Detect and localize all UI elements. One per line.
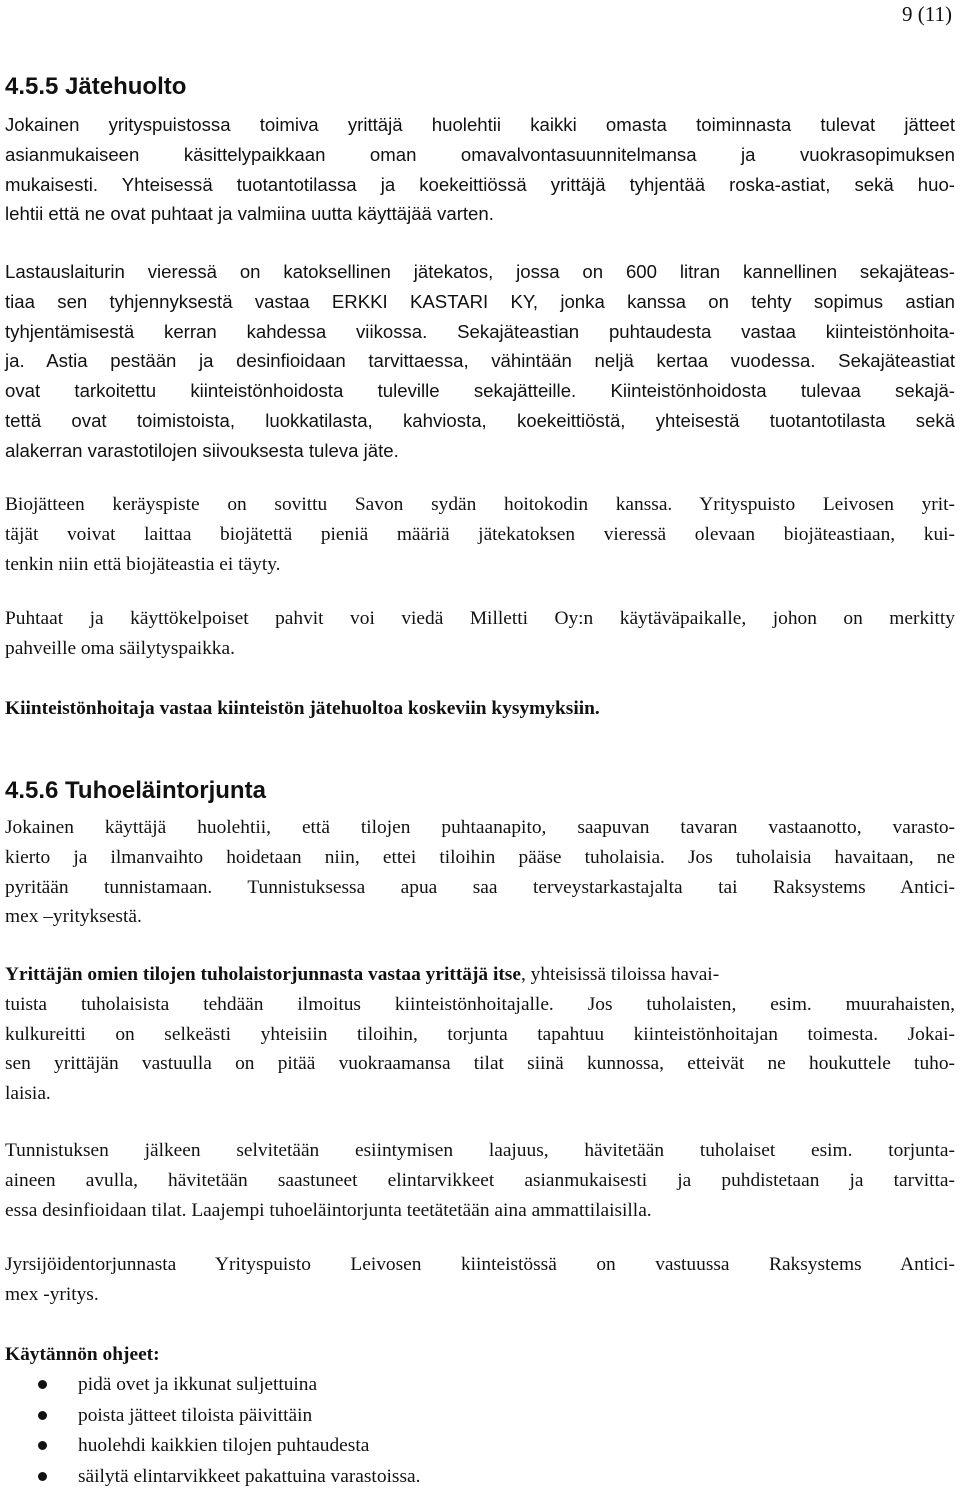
list-item [0, 1462, 700, 1492]
text-line: täjät voivat laittaa biojätettä pieniä määriä jätekatoksen vieressä olevaan biojäteastiaan, kui- [5, 523, 955, 545]
paragraph-waste-responsibility [5, 110, 955, 229]
paragraph-maintenance-note [5, 694, 955, 724]
practical-instructions-heading: Käytännön ohjeet: [5, 1344, 160, 1365]
section-heading-456: 4.5.6 Tuhoeläintorjunta [5, 777, 266, 804]
list-item-text: poista jätteet tiloista päivittäin [78, 1404, 313, 1426]
lead-rest-text: , yhteisissä tiloissa havai- [520, 964, 720, 985]
text-line: mukaisesti. Yhteisessä tuotantotilassa ja koekeittiössä yrittäjä tyhjentää roska-astiat, sekä huo- [5, 173, 955, 195]
text-line: pyritään tunnistamaan. Tunnistuksessa apua saa terveystarkastajalta tai Raksystems Antici- [5, 876, 955, 898]
paragraph-rodent-control [5, 1250, 955, 1310]
text-line: sen yrittäjän vastuulla on pitää vuokraamansa tilat siinä kunnossa, etteivät ne houkuttele tuho- [5, 1053, 955, 1075]
bullet-icon [38, 1472, 47, 1481]
text-line: lehtii että ne ovat puhtaat ja valmiina uutta käyttäjää varten. [5, 203, 494, 225]
bullet-icon [38, 1441, 47, 1450]
text-line: Kiinteistönhoitaja vastaa kiinteistön jätehuoltoa koskeviin kysymyksiin. [5, 698, 600, 719]
paragraph-after-identification [5, 1136, 955, 1225]
text-line: kulkureitti on selkeästi yhteisiin tiloihin, torjunta tapahtuu kiinteistönhoitajan toimesta. Jokai- [5, 1023, 955, 1045]
section-heading-455: 4.5.5 Jätehuolto [5, 73, 187, 100]
paragraph-cardboard [5, 604, 955, 664]
text-line: ovat tarkoitettu kiinteistönhoidosta tuleville sekajätteille. Kiinteistönhoidosta tulevaa sekajä- [5, 380, 955, 402]
text-line: mex –yrityksestä. [5, 906, 142, 928]
text-line: tenkin niin että biojäteastia ei täyty. [5, 553, 281, 575]
text-line: asianmukaiseen käsittelypaikkaan oman omavalvontasuunnitelmansa ja vuokrasopimuksen [5, 143, 955, 165]
bold-lead-text: Yrittäjän omien tilojen tuholaistorjunnasta vastaa yrittäjä itse [5, 964, 521, 985]
text-line: tettä ovat toimistoista, luokkatilasta, kahviosta, koekeittiöstä, yhteisestä tuotantotilasta sekä [5, 409, 955, 431]
text-line: tuista tuholaisista tehdään ilmoitus kiinteistönhoitajalle. Jos tuholaisten, esim. muurahaisten, [5, 993, 955, 1015]
bullet-icon [38, 1411, 47, 1420]
list-item-text: pidä ovet ja ikkunat suljettuina [78, 1374, 318, 1395]
list-item [0, 1401, 700, 1432]
text-line: Lastauslaiturin vieressä on katoksellinen jätekatos, jossa on 600 litran kannellinen sekajäteas- [5, 261, 955, 282]
list-item-text: säilytä elintarvikkeet pakattuina varastoissa. [78, 1465, 421, 1487]
text-line: alakerran varastotilojen siivouksesta tuleva jäte. [5, 439, 399, 461]
list-item [0, 1370, 700, 1401]
list-item [0, 1431, 700, 1462]
text-line: Tunnistuksen jälkeen selvitetään esiintymisen laajuus, hävitetään tuholaiset esim. torjunta- [5, 1140, 955, 1161]
text-line: aineen avulla, hävitetään saastuneet elintarvikkeet asianmukaisesti ja puhdistetaan ja tarvitta- [5, 1169, 955, 1191]
text-line: Jyrsijöidentorjunnasta Yrityspuisto Leivosen kiinteistössä on vastuussa Raksystems Antici- [5, 1254, 955, 1275]
bullet-icon [38, 1380, 47, 1389]
text-line: tyhjentämisestä kerran kahdessa viikossa. Sekajäteastian puhtaudesta vastaa kiinteistönhoita- [5, 320, 955, 342]
list-item-text: huolehdi kaikkien tilojen puhtaudesta [78, 1435, 370, 1457]
text-line: mex -yritys. [5, 1283, 99, 1305]
page-number: 9 (11) [902, 2, 952, 26]
bullet-list [0, 1370, 700, 1492]
text-line: essa desinfioidaan tilat. Laajempi tuhoeläintorjunta teetätetään aina ammattilaisilla. [5, 1199, 652, 1221]
text-line [5, 960, 955, 990]
text-line: pahveille oma säilytyspaikka. [5, 637, 235, 659]
paragraph-pest-responsibility [5, 960, 955, 1109]
text-line: kierto ja ilmanvaihto hoidetaan niin, ettei tiloihin pääse tuholaisia. Jos tuholaisia havaitaan, ne [5, 846, 955, 868]
paragraph-pest-prevention [5, 813, 955, 932]
text-line: tiaa sen tyhjennyksestä vastaa ERKKI KASTARI KY, jonka kanssa on tehty sopimus astian [5, 290, 955, 312]
paragraph-biowaste [5, 490, 955, 579]
text-line: ja. Astia pestään ja desinfioidaan tarvittaessa, vähintään neljä kertaa vuodessa. Sekajäteastiat [5, 350, 955, 372]
text-line: Puhtaat ja käyttökelpoiset pahvit voi viedä Milletti Oy:n käytäväpaikalle, johon on merkitty [5, 608, 955, 629]
text-line: Jokainen käyttäjä huolehtii, että tilojen puhtaanapito, saapuvan tavaran vastaanotto, varasto- [5, 817, 955, 838]
text-line: laisia. [5, 1083, 51, 1105]
text-line: Jokainen yrityspuistossa toimiva yrittäjä huolehtii kaikki omasta toiminnasta tulevat jätteet [5, 114, 955, 135]
paragraph-waste-shelter [5, 257, 955, 466]
text-line: Biojätteen keräyspiste on sovittu Savon sydän hoitokodin kanssa. Yrityspuisto Leivosen yrit- [5, 494, 955, 515]
